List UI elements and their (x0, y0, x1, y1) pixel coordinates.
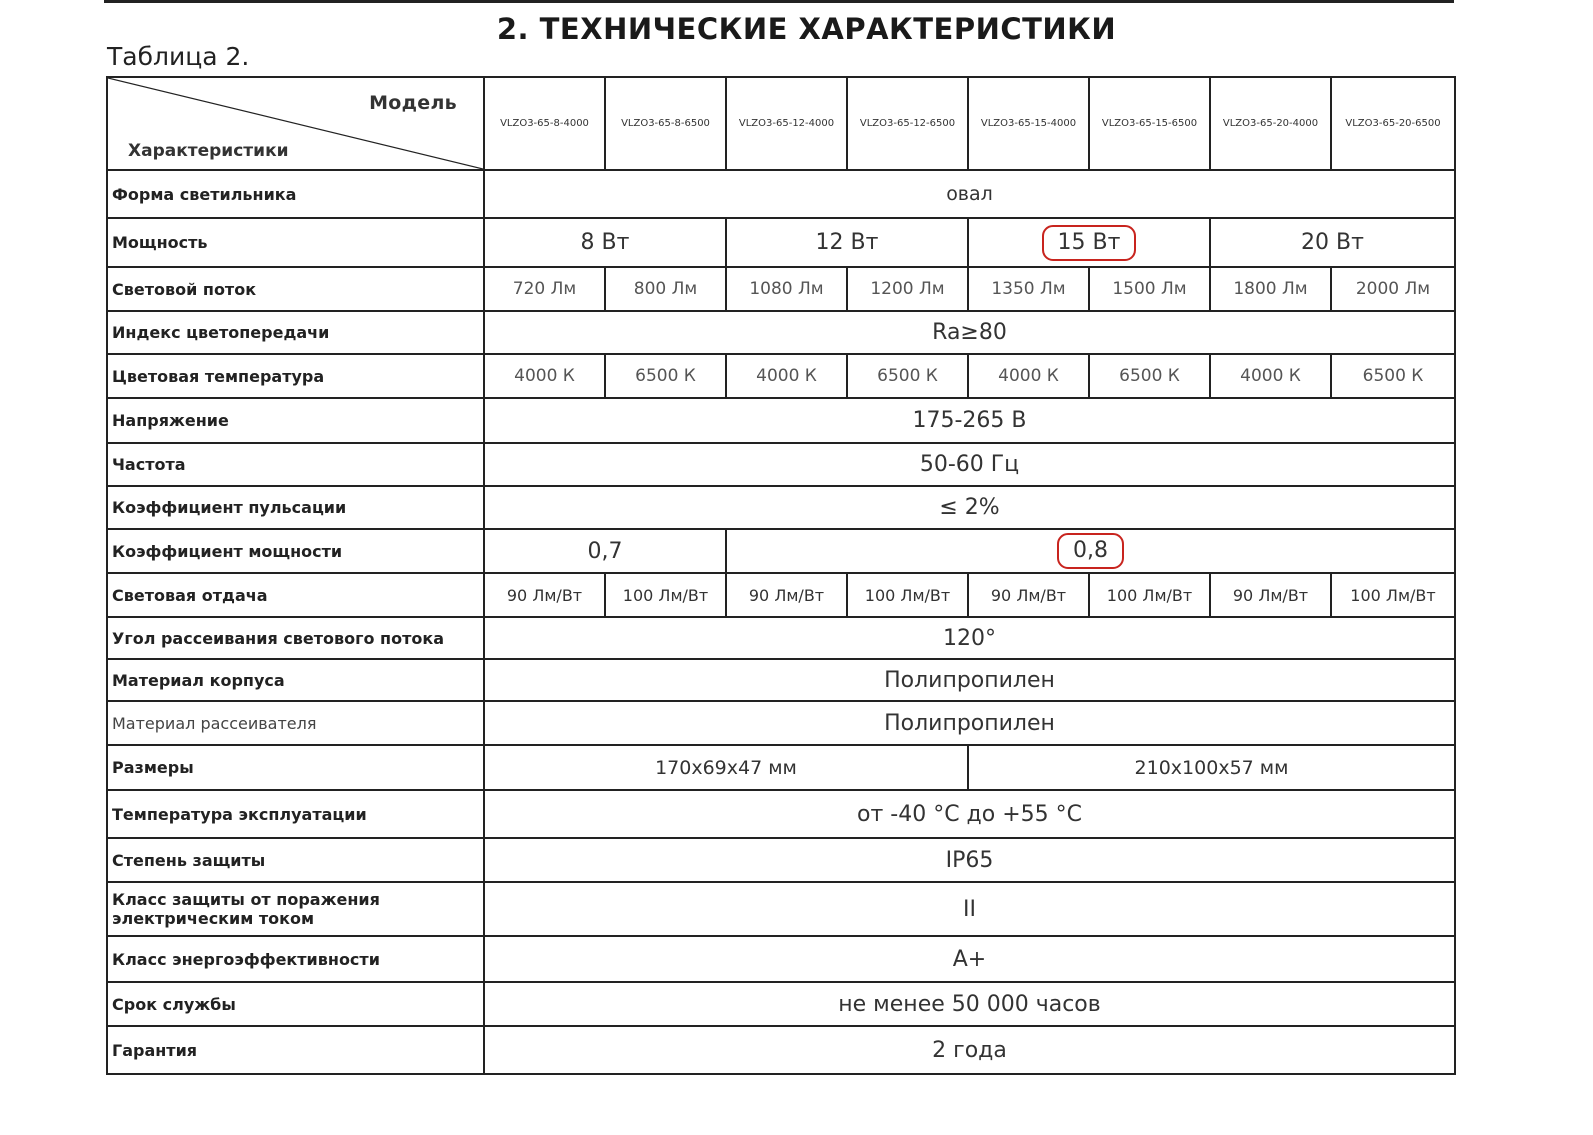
row-voltage (107, 398, 1455, 443)
row-value: овал (484, 170, 1455, 218)
efficacy-value: 100 Лм/Вт (847, 573, 968, 617)
flux-value: 720 Лм (484, 267, 605, 311)
row-value: от -40 °С до +55 °С (484, 790, 1455, 838)
row-ripple (107, 486, 1455, 529)
efficacy-value: 100 Лм/Вт (605, 573, 726, 617)
pf-value-highlighted (726, 529, 1455, 573)
cct-value: 6500 К (847, 354, 968, 398)
row-value: IP65 (484, 838, 1455, 882)
flux-value: 800 Лм (605, 267, 726, 311)
row-flux (107, 267, 1455, 311)
row-diffuser-material (107, 701, 1455, 745)
top-rule (104, 0, 1454, 3)
row-label: Материал рассеивателя (107, 701, 484, 745)
model-header: VLZO3-65-20-6500 (1331, 77, 1455, 170)
row-value: Полипропилен (484, 701, 1455, 745)
table-caption: Таблица 2. (107, 42, 250, 71)
highlight-mark: 15 Вт (1042, 225, 1137, 261)
power-value: 12 Вт (726, 218, 968, 267)
row-energy-class (107, 936, 1455, 982)
row-warranty (107, 1026, 1455, 1074)
row-label: Частота (107, 443, 484, 486)
characteristics-label: Характеристики (128, 141, 289, 161)
cct-value: 4000 К (726, 354, 847, 398)
flux-value: 2000 Лм (1331, 267, 1455, 311)
pf-value: 0,7 (484, 529, 726, 573)
row-power (107, 218, 1455, 267)
cct-value: 6500 К (1331, 354, 1455, 398)
row-label: Форма светильника (107, 170, 484, 218)
row-value: II (484, 882, 1455, 936)
row-label: Световая отдача (107, 573, 484, 617)
flux-value: 1350 Лм (968, 267, 1089, 311)
row-label: Мощность (107, 218, 484, 267)
row-value: А+ (484, 936, 1455, 982)
row-label: Размеры (107, 745, 484, 790)
efficacy-value: 90 Лм/Вт (1210, 573, 1331, 617)
row-label: Класс энергоэффективности (107, 936, 484, 982)
header-corner-cell (107, 77, 484, 170)
row-lifetime (107, 982, 1455, 1026)
row-ip (107, 838, 1455, 882)
row-shape (107, 170, 1455, 218)
size-value: 210x100x57 мм (968, 745, 1455, 790)
flux-value: 1200 Лм (847, 267, 968, 311)
model-header: VLZO3-65-15-6500 (1089, 77, 1210, 170)
row-label: Температура эксплуатации (107, 790, 484, 838)
specs-table (106, 76, 1456, 1075)
efficacy-value: 90 Лм/Вт (726, 573, 847, 617)
power-value: 8 Вт (484, 218, 726, 267)
row-value: 50-60 Гц (484, 443, 1455, 486)
model-header: VLZO3-65-12-6500 (847, 77, 968, 170)
model-header: VLZO3-65-12-4000 (726, 77, 847, 170)
row-label: Материал корпуса (107, 659, 484, 701)
highlight-mark: 0,8 (1057, 533, 1124, 569)
row-label: Цветовая температура (107, 354, 484, 398)
row-size (107, 745, 1455, 790)
row-value: Ra≥80 (484, 311, 1455, 354)
cct-value: 4000 К (1210, 354, 1331, 398)
power-value-highlighted (968, 218, 1210, 267)
flux-value: 1080 Лм (726, 267, 847, 311)
model-header: VLZO3-65-8-4000 (484, 77, 605, 170)
efficacy-value: 100 Лм/Вт (1331, 573, 1455, 617)
row-label: Угол рассеивания светового потока (107, 617, 484, 659)
row-label: Коэффициент мощности (107, 529, 484, 573)
header-row (107, 77, 1455, 170)
power-value: 20 Вт (1210, 218, 1455, 267)
row-value: 2 года (484, 1026, 1455, 1074)
row-value: ≤ 2% (484, 486, 1455, 529)
row-cri (107, 311, 1455, 354)
cct-value: 6500 К (605, 354, 726, 398)
row-angle (107, 617, 1455, 659)
flux-value: 1800 Лм (1210, 267, 1331, 311)
row-label: Гарантия (107, 1026, 484, 1074)
row-value: не менее 50 000 часов (484, 982, 1455, 1026)
model-label: Модель (369, 92, 457, 114)
cct-value: 4000 К (484, 354, 605, 398)
efficacy-value: 100 Лм/Вт (1089, 573, 1210, 617)
size-value: 170x69x47 мм (484, 745, 968, 790)
flux-value: 1500 Лм (1089, 267, 1210, 311)
row-label: Класс защиты от поражения электрическим током (107, 882, 484, 936)
row-label: Световой поток (107, 267, 484, 311)
row-value: 175-265 В (484, 398, 1455, 443)
row-op-temp (107, 790, 1455, 838)
model-header: VLZO3-65-15-4000 (968, 77, 1089, 170)
row-shock-class (107, 882, 1455, 936)
row-cct (107, 354, 1455, 398)
model-header: VLZO3-65-8-6500 (605, 77, 726, 170)
row-value: 120° (484, 617, 1455, 659)
model-header: VLZO3-65-20-4000 (1210, 77, 1331, 170)
row-pf (107, 529, 1455, 573)
efficacy-value: 90 Лм/Вт (484, 573, 605, 617)
row-label: Степень защиты (107, 838, 484, 882)
row-label: Срок службы (107, 982, 484, 1026)
cct-value: 6500 К (1089, 354, 1210, 398)
page-title: 2. ТЕХНИЧЕСКИЕ ХАРАКТЕРИСТИКИ (496, 12, 1117, 46)
row-body-material (107, 659, 1455, 701)
cct-value: 4000 К (968, 354, 1089, 398)
row-frequency (107, 443, 1455, 486)
row-label: Индекс цветопередачи (107, 311, 484, 354)
efficacy-value: 90 Лм/Вт (968, 573, 1089, 617)
row-efficacy (107, 573, 1455, 617)
row-label: Напряжение (107, 398, 484, 443)
row-value: Полипропилен (484, 659, 1455, 701)
row-label: Коэффициент пульсации (107, 486, 484, 529)
